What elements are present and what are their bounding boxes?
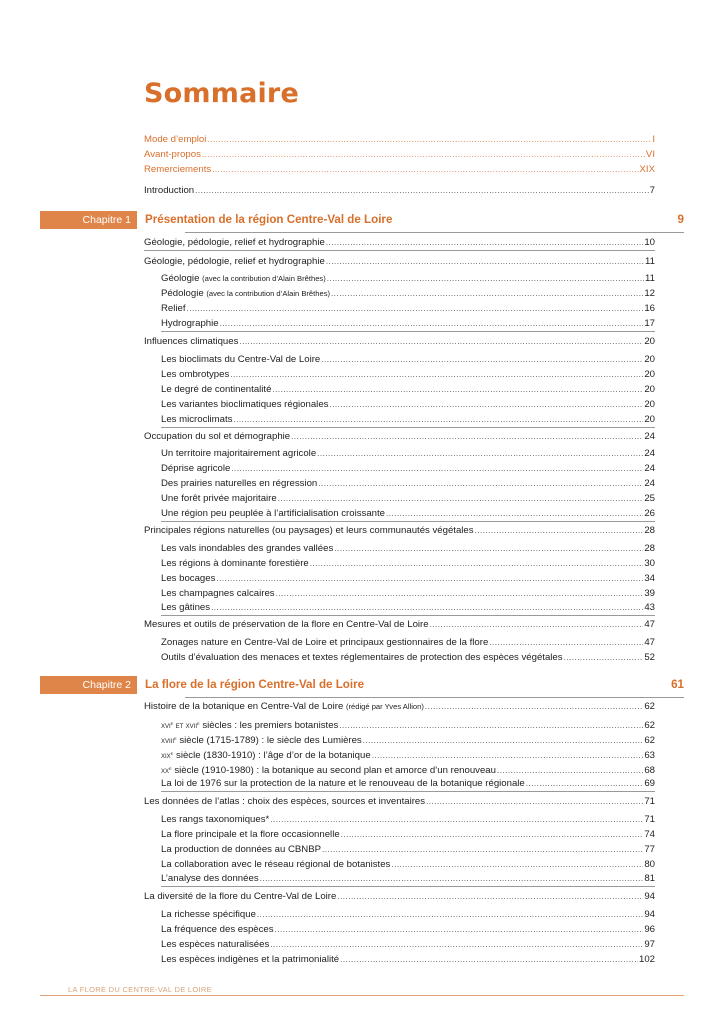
toc-section-page: 11 [645,256,655,267]
toc-subentry-page: 12 [644,288,655,299]
toc-subentry-label: La flore principale et la flore occasionnelle [161,829,340,840]
toc-subentry[interactable] [161,871,655,887]
toc-subentry-label: Les variantes bioclimatiques régionales [161,399,329,410]
toc-subentry-page: 63 [644,750,655,761]
toc-subentry[interactable] [161,600,655,616]
toc-subentry-label: Les champagnes calcaires [161,588,275,599]
toc-subentry-page: 34 [644,573,655,584]
toc-subentry-label-main: siècle (1715-1789) : le siècle des Lumières [179,735,362,746]
toc-subentry-label: Une région peu peuplée à l’artificialisation croissante [161,508,385,519]
toc-entry-remerciements[interactable] [144,162,655,177]
century-prefix: $xx^e$ [161,765,172,775]
toc-subentry[interactable] [161,412,655,428]
toc-subentry[interactable] [161,316,655,332]
toc-section[interactable] [144,334,655,349]
toc-subentry-label: Une forêt privée majoritaire [161,493,277,504]
toc-entry-introduction[interactable] [144,183,655,198]
toc-section-page: 10 [644,237,655,248]
leader-dots [211,600,643,615]
leader-dots [276,586,644,601]
leader-dots [231,461,643,476]
toc-subentry-page: 20 [644,414,655,425]
toc-subentry-page: 26 [644,508,655,519]
toc-subentry-label: Les vals inondables des grandes vallées [161,543,334,554]
toc-section[interactable] [144,699,655,714]
toc-subentry[interactable] [161,476,655,491]
toc-subentry-page: 39 [644,588,655,599]
chapter-page: 61 [671,678,684,691]
leader-dots [526,776,644,791]
toc-subentry-page: 43 [644,602,655,613]
toc-subentry[interactable] [161,635,655,650]
chapter-2-heading[interactable] [40,676,684,694]
toc-section-label: Géologie, pédologie, relief et hydrographie [144,237,325,248]
toc-subentry-label [161,286,330,301]
toc-subentry[interactable] [161,812,655,827]
leader-dots [195,183,649,198]
toc-subentry[interactable] [161,352,655,367]
leader-dots [207,132,651,147]
toc-subentry-page: 62 [644,720,655,731]
toc-subentry-label [161,271,326,286]
leader-dots [220,316,644,331]
toc-subentry[interactable] [161,301,655,316]
leader-dots [257,907,643,922]
toc-section-label: Principales régions naturelles (ou paysages) et leurs communautés végétales [144,525,474,536]
leader-dots [321,352,643,367]
toc-section[interactable] [144,523,655,538]
toc-subentry-page: 24 [644,478,655,489]
toc-entry-page: I [652,134,655,145]
page-title: Sommaire [144,78,299,109]
leader-dots [272,382,643,397]
chapter-rule [185,697,684,698]
toc-subentry-label: Le degré de continentalité [161,384,272,395]
toc-subentry-label: Les bioclimats du Centre-Val de Loire [161,354,321,365]
chapter-tag: Chapitre 1 [40,211,137,229]
toc-section-label: Géologie, pédologie, relief et hydrographie [144,256,325,267]
leader-dots [291,429,643,444]
leader-dots [212,162,638,177]
century-prefix: xix$^e$ [161,750,174,760]
toc-subentry[interactable] [161,762,655,777]
chapter-rule [185,232,684,233]
leader-dots [270,937,643,952]
toc-subentry[interactable] [161,571,655,586]
toc-subentry-label: La production de données au CBNBP [161,844,322,855]
toc-subentry-label: Relief [161,303,186,314]
leader-dots [233,412,643,427]
toc-subentry-label: Zonages nature en Centre-Val de Loire et principaux gestionnaires de la flore [161,637,489,648]
toc-subentry[interactable] [161,367,655,382]
toc-subentry[interactable] [161,842,655,857]
toc-subentry-page: 20 [644,369,655,380]
toc-subentry-label-main: Pédologie [161,288,204,299]
toc-subentry[interactable] [161,382,655,397]
toc-subentry-page: 80 [644,859,655,870]
toc-subentry-label-main: siècle (1910-1980) : la botanique au second plan et amorce d’un renouveau [174,765,496,776]
toc-subentry-page: 97 [644,939,655,950]
leader-dots [317,446,643,461]
toc-subentry[interactable] [161,446,655,461]
toc-subentry-label: Les espèces indigènes et la patrimonialité [161,954,340,965]
toc-subentry-page: 11 [645,273,655,284]
toc-section-page: 71 [644,796,655,807]
leader-dots [337,889,643,904]
toc-subentry-label: La collaboration avec le réseau régional de botanistes [161,859,391,870]
toc-subentry-page: 81 [644,873,655,884]
toc-subentry-label: Outils d’évaluation des menaces et textes réglementaires de protection des espèces végétales [161,652,563,663]
toc-subentry-page: 77 [644,844,655,855]
toc-section[interactable] [144,429,655,444]
toc-subentry-page: 28 [644,543,655,554]
leader-dots [341,827,644,842]
toc-section-page: 28 [644,525,655,536]
toc-subentry-label: Des prairies naturelles en régression [161,478,318,489]
toc-subentry-label: Un territoire majoritairement agricole [161,448,317,459]
toc-subentry-page: 30 [644,558,655,569]
toc-subentry-page: 96 [644,924,655,935]
chapter-1-heading[interactable] [40,211,684,229]
leader-dots [239,334,643,349]
leader-dots [386,506,643,521]
chapter-tag: Chapitre 2 [40,676,137,694]
toc-subentry[interactable] [161,747,655,762]
toc-subentry[interactable] [161,857,655,872]
toc-entry-page: 7 [649,185,655,196]
toc-entry-label: Avant-propos [144,149,201,160]
toc-section-label-main: Histoire de la botanique en Centre-Val de Loire [144,701,344,712]
toc-section[interactable] [144,794,655,809]
toc-subentry-page: 47 [644,637,655,648]
toc-section-page: 94 [644,891,655,902]
leader-dots [331,286,643,301]
toc-subentry-label: Les rangs taxonomiques* [161,814,270,825]
leader-dots [339,718,643,733]
toc-subentry-page: 16 [644,303,655,314]
toc-subentry-label: Les bocages [161,573,216,584]
leader-dots [426,794,643,809]
toc-subentry-page: 17 [644,318,655,329]
toc-subentry[interactable] [161,461,655,476]
toc-subentry-label [161,732,362,748]
leader-dots [202,147,645,162]
leader-dots [326,254,644,269]
leader-dots [329,397,643,412]
leader-dots [327,271,644,286]
leader-dots [270,812,643,827]
toc-subentry-label: Hydrographie [161,318,219,329]
toc-subentry[interactable] [161,907,655,922]
toc-entry-label: Mode d’emploi [144,134,207,145]
toc-subentry-label: La fréquence des espèces [161,924,274,935]
leader-dots [322,842,643,857]
toc-subentry-label-main: Géologie [161,273,200,284]
toc-subentry[interactable] [161,541,655,556]
toc-section-page: 20 [644,336,655,347]
leader-dots [187,301,644,316]
toc-subentry-label: Déprise agricole [161,463,231,474]
toc-entry-mode-emploi[interactable] [144,132,655,147]
toc-section-label: La diversité de la flore du Centre-Val de Loire [144,891,337,902]
toc-section-label: Occupation du sol et démographie [144,431,291,442]
toc-subentry-page: 94 [644,909,655,920]
leader-dots [363,733,644,748]
toc-subentry[interactable] [161,586,655,601]
toc-subentry-label: La loi de 1976 sur la protection de la nature et le renouveau de la botanique régionale [161,778,525,789]
leader-dots [430,617,644,632]
leader-dots [216,571,643,586]
leader-dots [326,235,644,250]
toc-subentry[interactable] [161,286,655,301]
leader-dots [475,523,644,538]
leader-dots [310,556,644,571]
toc-subentry-page: 20 [644,354,655,365]
toc-subentry-label: Les microclimats [161,414,233,425]
toc-section-note: (rédigé par Yves Allion) [345,702,424,711]
toc-section-label: Les données de l’atlas : choix des espèces, sources et inventaires [144,796,426,807]
leader-dots [318,476,643,491]
toc-subentry-page: 25 [644,493,655,504]
century-prefix: xviii$^e$ [161,735,177,745]
toc-subentry-page: 102 [638,954,655,965]
leader-dots [391,857,643,872]
leader-dots [260,871,644,886]
toc-subentry-note: (avec la contribution d’Alain Brêthes) [202,274,326,283]
toc-subentry-page: 24 [644,448,655,459]
toc-subentry-label [161,747,371,763]
leader-dots [275,922,644,937]
toc-subentry[interactable] [161,506,655,522]
leader-dots [278,491,644,506]
toc-section-label: Mesures et outils de préservation de la flore en Centre-Val de Loire [144,619,429,630]
toc-subentry[interactable] [161,556,655,571]
toc-section-label: Influences climatiques [144,336,239,347]
toc-subentry-label [161,717,338,733]
leader-dots [425,699,643,714]
toc-entry-avant-propos[interactable] [144,147,655,162]
leader-dots [372,748,644,763]
toc-subentry[interactable] [161,732,655,747]
toc-subentry-label: La richesse spécifique [161,909,256,920]
toc-subentry-label: Les espèces naturalisées [161,939,270,950]
toc-subentry[interactable] [161,937,655,952]
leader-dots [564,650,644,665]
toc-subentry-page: 62 [644,735,655,746]
toc-subentry-label-main: siècle (1830-1910) : l’âge d’or de la botanique [176,750,371,761]
toc-section[interactable] [144,254,655,269]
toc-section-page: 62 [644,701,655,712]
toc-section[interactable] [144,617,655,632]
toc-subentry-label-main: siècles : les premiers botanistes [202,720,339,731]
chapter-title: Présentation de la région Centre-Val de Loire [145,213,393,226]
running-footer: LA FLORE DU CENTRE-VAL DE LOIRE [68,985,212,994]
toc-entry-label: Remerciements [144,164,212,175]
toc-subentry-page: 71 [644,814,655,825]
toc-subentry-note: (avec la contribution d’Alain Brêthes) [206,289,331,298]
toc-subentry-label: Les ombrotypes [161,369,230,380]
toc-section-page: 47 [644,619,655,630]
toc-subentry-page: 20 [644,399,655,410]
toc-subentry[interactable] [161,776,655,792]
toc-subentry-label: Les régions à dominante forestière [161,558,309,569]
toc-subentry[interactable] [161,650,655,665]
footer-rule [40,995,684,996]
chapter-page: 9 [677,213,684,226]
toc-subentry[interactable] [161,271,655,286]
toc-section-label [144,699,424,714]
toc-section[interactable] [144,235,655,251]
toc-subentry[interactable] [161,952,655,967]
leader-dots [489,635,643,650]
toc-subentry-page: 74 [644,829,655,840]
leader-dots [340,952,638,967]
leader-dots [230,367,643,382]
toc-subentry[interactable] [161,717,655,732]
toc-subentry[interactable] [161,922,655,937]
toc-entry-label: Introduction [144,185,195,196]
toc-subentry[interactable] [161,827,655,842]
toc-subentry-page: 52 [644,652,655,663]
toc-subentry-page: 68 [644,765,655,776]
century-prefix: xvi$^e$ et xvii$^e$ [161,720,200,730]
toc-subentry-page: 69 [644,778,655,789]
toc-subentry-page: 24 [644,463,655,474]
toc-entry-page: VI [645,149,655,160]
toc-subentry[interactable] [161,491,655,506]
leader-dots [334,541,643,556]
toc-entry-page: XIX [639,164,655,175]
toc-subentry-label: L’analyse des données [161,873,259,884]
toc-subentry-label: Les gâtines [161,602,211,613]
toc-subentry-page: 20 [644,384,655,395]
toc-section-page: 24 [644,431,655,442]
toc-subentry[interactable] [161,397,655,412]
chapter-title: La flore de la région Centre-Val de Loire [145,678,365,691]
toc-section[interactable] [144,889,655,904]
